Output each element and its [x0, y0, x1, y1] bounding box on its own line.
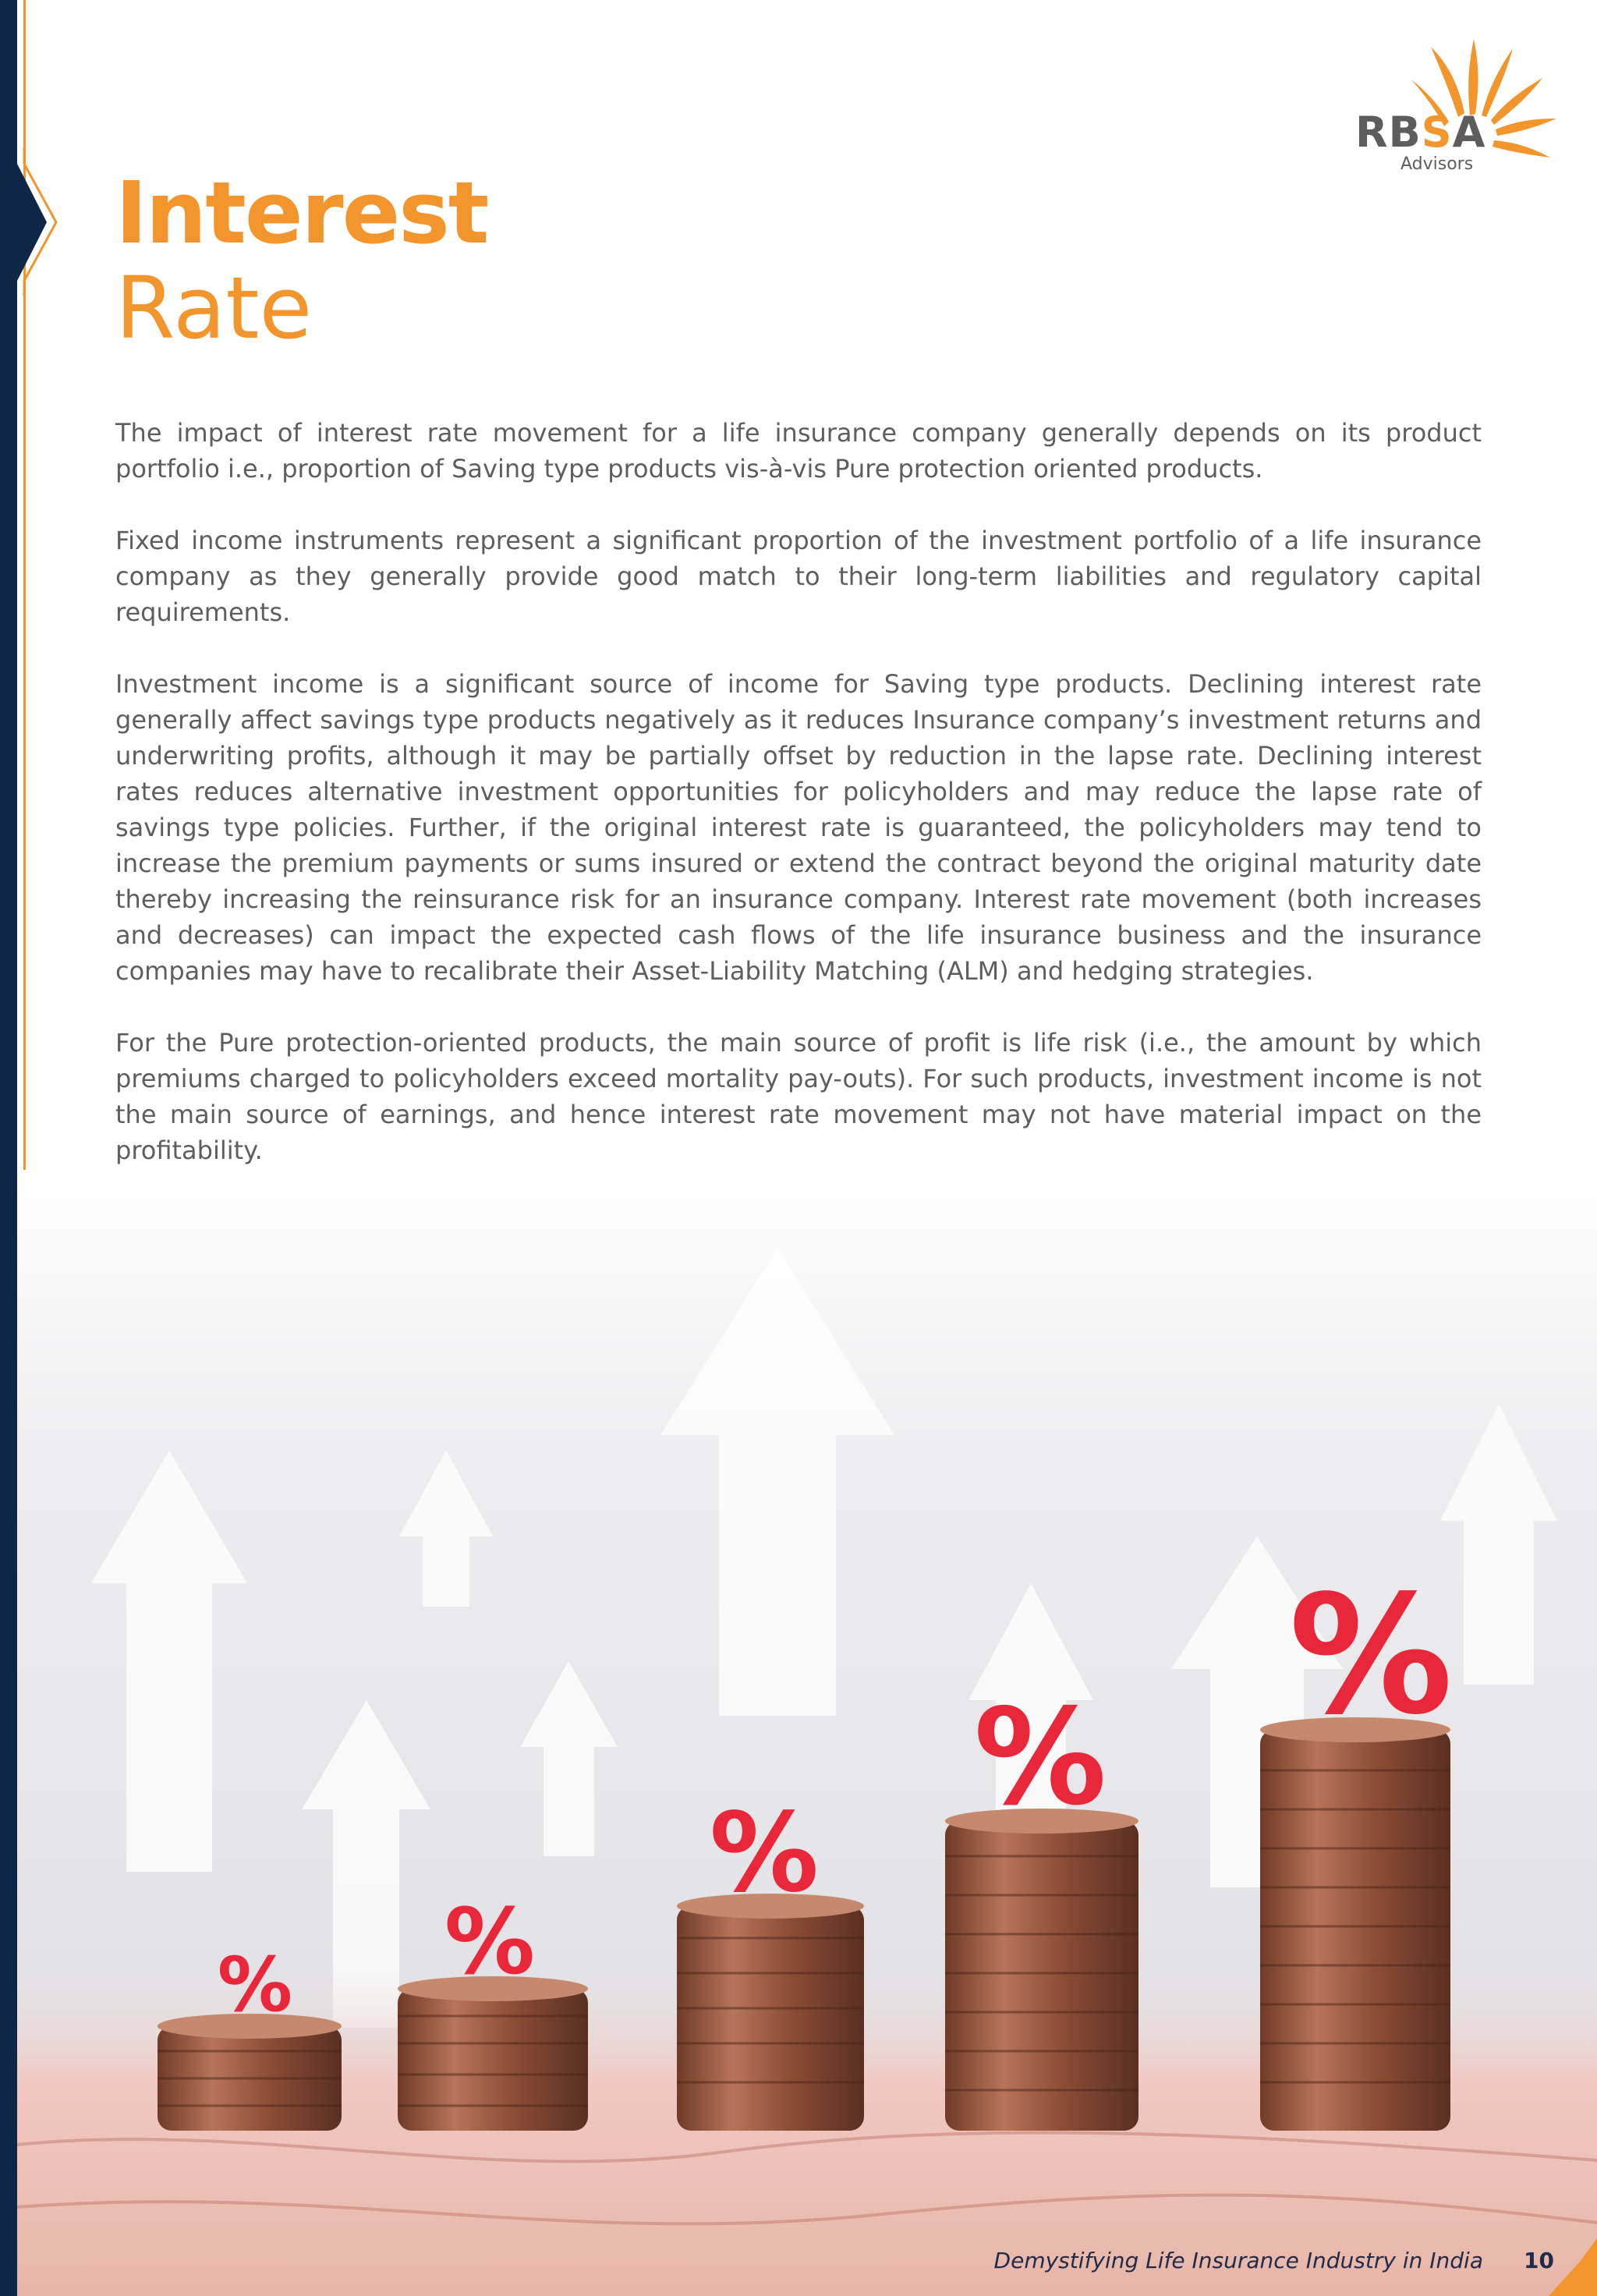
percent-symbol-1: % [217, 1941, 293, 2028]
left-chevron-decoration [0, 148, 62, 296]
logo-subtitle: Advisors [1400, 154, 1474, 174]
paragraph-4: For the Pure protection-oriented products, the main source of profit is life risk (i.e., the amount by which premiums charged to policyholders exceed mortality pay-outs). For such products, investment income is not the main source of earnings, and hence interest rate movement may not have material impact on the profitability. [115, 1028, 1482, 1165]
coin-stack-5 [1260, 1717, 1450, 2131]
page-number: 10 [1524, 2248, 1554, 2273]
left-navy-bar [0, 0, 17, 2296]
page-title-line1: Interest [115, 163, 488, 263]
percent-symbol-4: % [973, 1681, 1107, 1835]
logo-wordmark: RBSA [1355, 108, 1486, 157]
corner-triangle-decoration [1549, 2238, 1597, 2296]
hero-image-coin-stacks [17, 1170, 1597, 2296]
footer-document-title: Demystifying Life Insurance Industry in India [993, 2248, 1483, 2273]
percent-symbol-3: % [709, 1790, 820, 1917]
coin-stack-1 [158, 2014, 342, 2131]
percent-symbol-2: % [444, 1890, 536, 1995]
paragraph-2: Fixed income instruments represent a significant proportion of the investment portfolio of a life insurance company as they generally provide good match to their long-term liabilities and regulatory capital requirements. [115, 526, 1482, 627]
percent-symbol-5: % [1288, 1560, 1454, 1751]
paragraph-3: Investment income is a significant source of income for Saving type products. Declining interest rate generally affect savings type products negatively as it reduces Insurance company’s investment returns and underwriting profits, although it may be partially offset by reduction in the lapse rate. Declining interest rates reduces alternative investment opportunities for policyholders and may reduce the lapse rate of savings type policies. Further, if the original interest rate is guaranteed, the policyholders may tend to increase the premium payments or sums insured or extend the contract beyond the original maturity date thereby increasing the reinsurance risk for an insurance company. Interest rate movement (both increases and decreases) can impact the expected cash flows of the life insurance business and the insurance companies may have to recalibrate their Asset-Liability Matching (ALM) and hedging strategies. [115, 669, 1482, 986]
page-title-line2: Rate [115, 258, 313, 358]
body-text [115, 415, 1482, 1204]
coin-stack-2 [398, 1976, 588, 2131]
paragraph-1: The impact of interest rate movement for a life insurance company generally depends on its product portfolio i.e., proportion of Saving type products vis-à-vis Pure protection oriented products. [115, 418, 1482, 484]
coin-stack-3 [677, 1894, 864, 2131]
